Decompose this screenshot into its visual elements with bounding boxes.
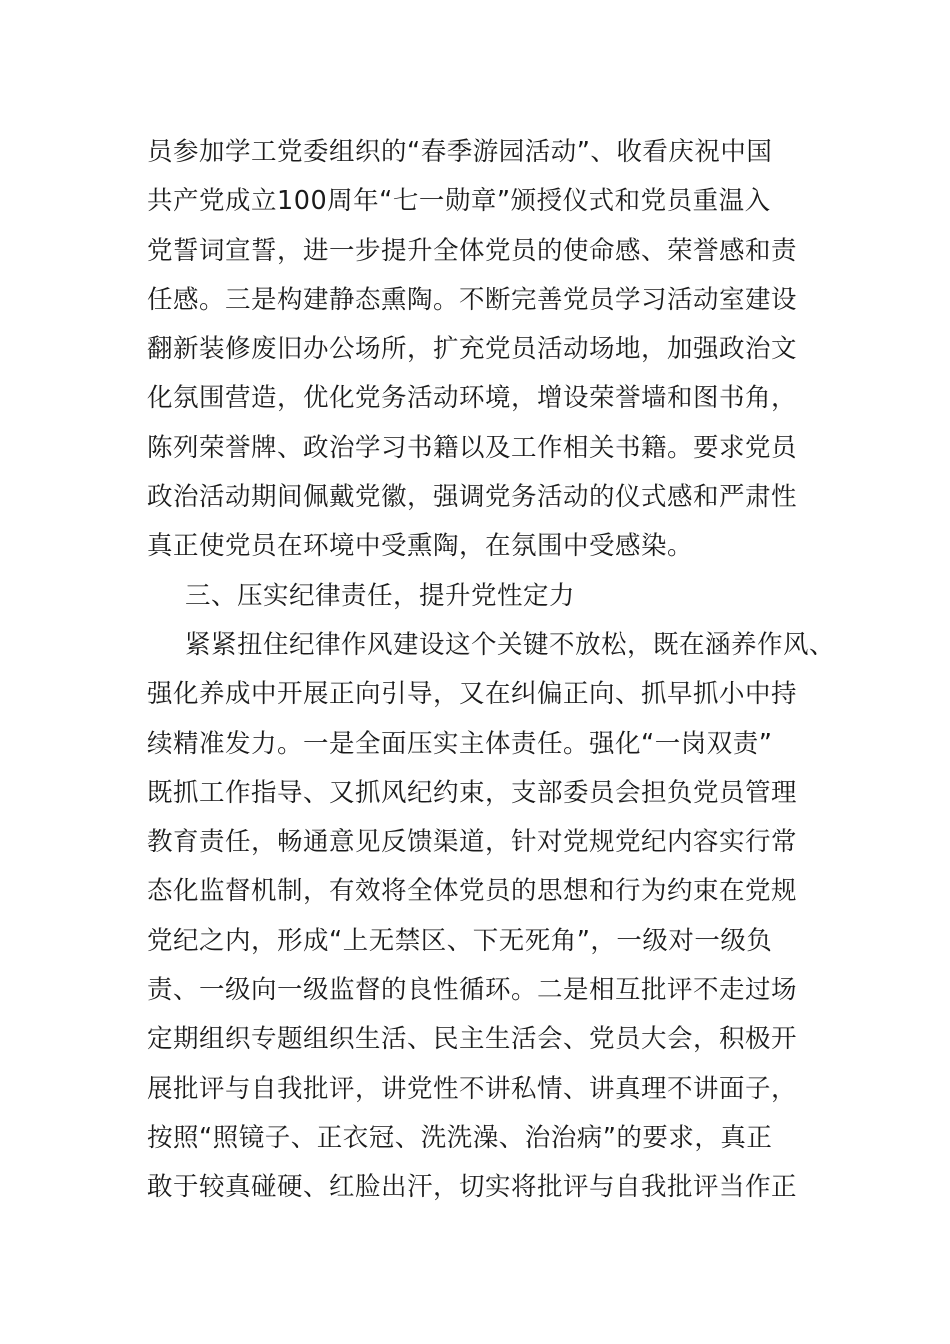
- text-line: 化氛围营造，优化党务活动环境，增设荣誉墙和图书角，: [147, 383, 798, 414]
- paragraph-first-line: 紧紧扭住纪律作风建设这个关键不放松，既在涵养作风、: [185, 629, 836, 660]
- text-line: 党誓词宣誓，进一步提升全体党员的使命感、荣誉感和责: [147, 235, 798, 266]
- text-line: 翻新装修废旧办公场所，扩充党员活动场地，加强政治文: [147, 334, 798, 365]
- text-line: 强化养成中开展正向引导，又在纠偏正向、抓早抓小中持: [147, 679, 798, 710]
- text-line: 员参加学工党委组织的“春季游园活动”、收看庆祝中国: [147, 137, 773, 167]
- text-line: 态化监督机制，有效将全体党员的思想和行为约束在党规: [147, 876, 798, 907]
- text-line: 责、一级向一级监督的良性循环。二是相互批评不走过场: [147, 975, 798, 1006]
- text-line: 按照“照镜子、正衣冠、洗洗澡、治治病”的要求，真正: [147, 1122, 773, 1153]
- section-heading: 三、压实纪律责任，提升党性定力: [185, 580, 576, 611]
- text-line: 展批评与自我批评，讲党性不讲私情、讲真理不讲面子，: [147, 1073, 798, 1104]
- text-line: 真正使党员在环境中受熏陶，在氛围中受感染。: [147, 531, 694, 562]
- text-line: 既抓工作指导、又抓风纪约束，支部委员会担负党员管理: [147, 777, 798, 808]
- text-line: 教育责任，畅通意见反馈渠道，针对党规党纪内容实行常: [147, 827, 798, 858]
- text-line: 共产党成立100周年“七一勋章”颁授仪式和党员重温入: [147, 186, 771, 217]
- text-line: 续精准发力。一是全面压实主体责任。强化“一岗双责”: [147, 728, 773, 759]
- text-line: 党纪之内，形成“上无禁区、下无死角”，一级对一级负: [147, 925, 773, 956]
- text-line: 政治活动期间佩戴党徽，强调党务活动的仪式感和严肃性: [147, 482, 798, 513]
- text-line: 敢于较真碰硬、红脸出汗，切实将批评与自我批评当作正: [147, 1172, 798, 1203]
- document-body: [147, 128, 847, 1213]
- text-line: 陈列荣誉牌、政治学习书籍以及工作相关书籍。要求党员: [147, 432, 798, 463]
- text-line: 定期组织专题组织生活、民主生活会、党员大会，积极开: [147, 1024, 798, 1055]
- text-line: 任感。三是构建静态熏陶。不断完善党员学习活动室建设: [147, 284, 798, 315]
